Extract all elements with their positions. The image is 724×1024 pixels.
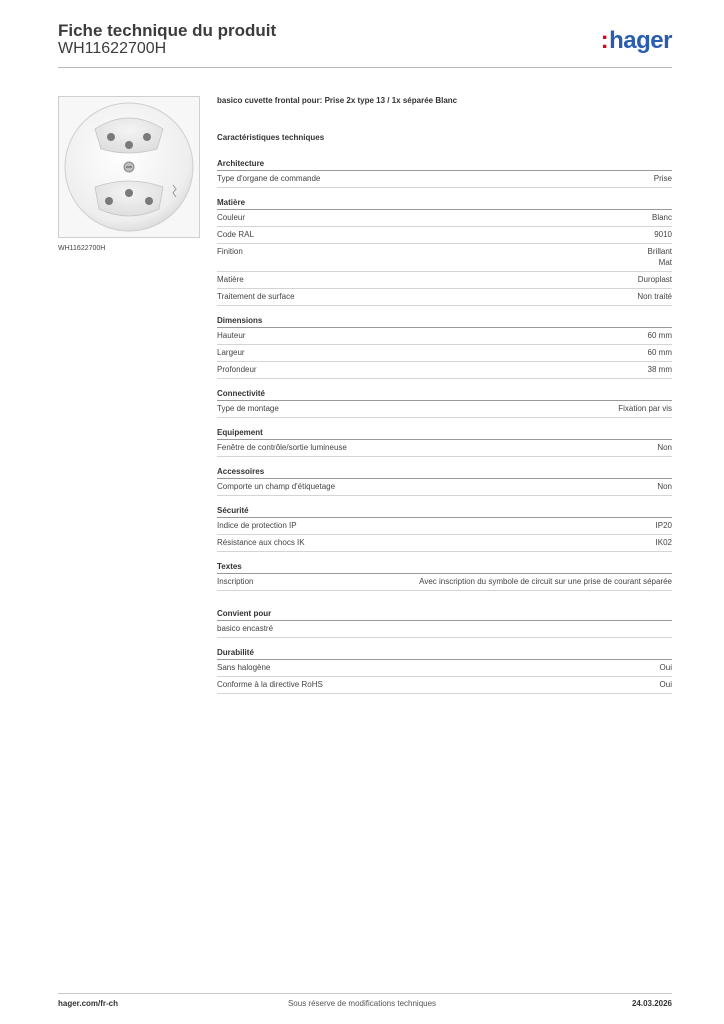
spec-label: Matière: [217, 275, 244, 284]
spec-label: Hauteur: [217, 331, 246, 340]
spec-value: [648, 347, 672, 358]
spec-value-text: IP20: [655, 521, 672, 530]
spec-value-text: Avec inscription du symbole de circuit sur une prise de courant séparée: [419, 577, 672, 586]
spec-row: [217, 660, 672, 677]
spec-row: [217, 227, 672, 244]
spec-value-text: Non: [657, 482, 672, 491]
spec-label: Comporte un champ d'étiquetage: [217, 482, 336, 491]
spec-value-text: Non: [657, 443, 672, 452]
spec-label: Finition: [217, 247, 243, 256]
product-image: [58, 96, 200, 238]
spec-value-text: Duroplast: [637, 275, 672, 284]
section-title: Architecture: [217, 159, 672, 171]
spec-value-text: Oui: [659, 663, 672, 672]
spec-value-text-secondary: Mat: [658, 258, 672, 267]
spec-row: [217, 574, 672, 591]
page-title: Fiche technique du produit: [58, 21, 277, 40]
spec-section: [217, 506, 672, 552]
footer-date: 24.03.2026: [631, 999, 672, 1008]
spec-row: [217, 328, 672, 345]
spec-value-text: 38 mm: [647, 365, 672, 374]
hager-logo: [601, 27, 672, 55]
spec-value-text: Brillant: [647, 247, 672, 256]
footer-website-link[interactable]: hager.com/fr-ch: [58, 999, 119, 1008]
spec-row: [217, 362, 672, 379]
spec-value-text: Prise: [653, 174, 672, 183]
spec-row: [217, 677, 672, 694]
section-title: Dimensions: [217, 316, 672, 328]
spec-value: [618, 403, 672, 414]
footer-notice: Sous réserve de modifications techniques: [287, 999, 437, 1008]
spec-value: [657, 442, 672, 453]
section-title: Connectivité: [217, 389, 672, 401]
spec-row: [217, 401, 672, 418]
spec-label: Sans halogène: [217, 663, 271, 672]
section-title: Textes: [217, 562, 672, 574]
section-title: Equipement: [217, 428, 672, 440]
spec-value-text: 9010: [654, 230, 672, 239]
section-title: Sécurité: [217, 506, 672, 518]
spec-value: [660, 679, 672, 690]
section-suitable: [217, 609, 672, 638]
spec-label: Conforme à la directive RoHS: [217, 680, 323, 689]
spec-label: Profondeur: [217, 365, 257, 374]
spec-value-text: Blanc: [651, 213, 672, 222]
spec-label: Fenêtre de contrôle/sortie lumineuse: [217, 443, 347, 452]
spec-row: [217, 210, 672, 227]
spec-value: [654, 229, 672, 240]
spec-label: Résistance aux chocs IK: [217, 538, 305, 547]
section-title: Durabilité: [217, 648, 672, 660]
spec-label: Inscription: [217, 577, 254, 586]
spec-row: [217, 518, 672, 535]
section-title: Convient pour: [217, 609, 672, 621]
header-divider: [58, 67, 672, 68]
spec-value: [656, 537, 672, 548]
spec-label: basico encastré: [217, 624, 274, 633]
logo-text: hager: [609, 27, 672, 54]
section-title: Accessoires: [217, 467, 672, 479]
spec-value-text: Non traité: [637, 292, 672, 301]
spec-row: [217, 621, 672, 638]
spec-row: [217, 479, 672, 496]
spec-section: [217, 389, 672, 418]
product-details: [217, 96, 672, 704]
spec-section: [217, 562, 672, 591]
characteristics-sections: [217, 159, 672, 591]
spec-value-text: 60 mm: [647, 348, 672, 357]
section-durability: [217, 648, 672, 694]
spec-value: [660, 662, 672, 673]
spec-label: Traitement de surface: [217, 292, 295, 301]
spec-section: [217, 316, 672, 379]
product-description: basico cuvette frontal pour: Prise 2x type 13 / 1x séparée Blanc: [217, 96, 458, 105]
spec-value: [648, 364, 672, 375]
logo-colon: :: [600, 27, 609, 54]
footer-divider: [58, 993, 672, 994]
spec-label: Indice de protection IP: [217, 521, 297, 530]
spec-value: [656, 520, 672, 531]
product-reference: WH11622700H: [58, 40, 167, 57]
spec-row: [217, 535, 672, 552]
spec-row: [217, 171, 672, 188]
spec-value-text: 60 mm: [647, 331, 672, 340]
spec-value-text: Fixation par vis: [618, 404, 672, 413]
section-title: Matière: [217, 198, 672, 210]
spec-value: [657, 481, 672, 492]
spec-value: [637, 291, 672, 302]
spec-value: [654, 173, 672, 184]
spec-value: [648, 246, 672, 268]
spec-value: [652, 212, 672, 223]
spec-value: [648, 330, 672, 341]
spec-row: [217, 244, 672, 272]
spec-value: [419, 576, 672, 587]
spec-section: [217, 159, 672, 188]
tech-characteristics-title: Caractéristiques techniques: [217, 133, 325, 142]
spec-row: [217, 289, 672, 306]
spec-row: [217, 345, 672, 362]
spec-label: Couleur: [217, 213, 246, 222]
spec-section: [217, 467, 672, 496]
spec-value-text: Oui: [659, 680, 672, 689]
spec-label: Largeur: [217, 348, 245, 357]
spec-label: Code RAL: [217, 230, 254, 239]
spec-row: [217, 440, 672, 457]
spec-row: [217, 272, 672, 289]
product-image-caption: WH11622700H: [58, 245, 106, 252]
spec-label: Type d'organe de commande: [217, 174, 321, 183]
spec-value-text: IK02: [655, 538, 672, 547]
spec-label: Type de montage: [217, 404, 279, 413]
spec-section: [217, 428, 672, 457]
spec-value: [638, 274, 672, 285]
spec-section: [217, 198, 672, 306]
